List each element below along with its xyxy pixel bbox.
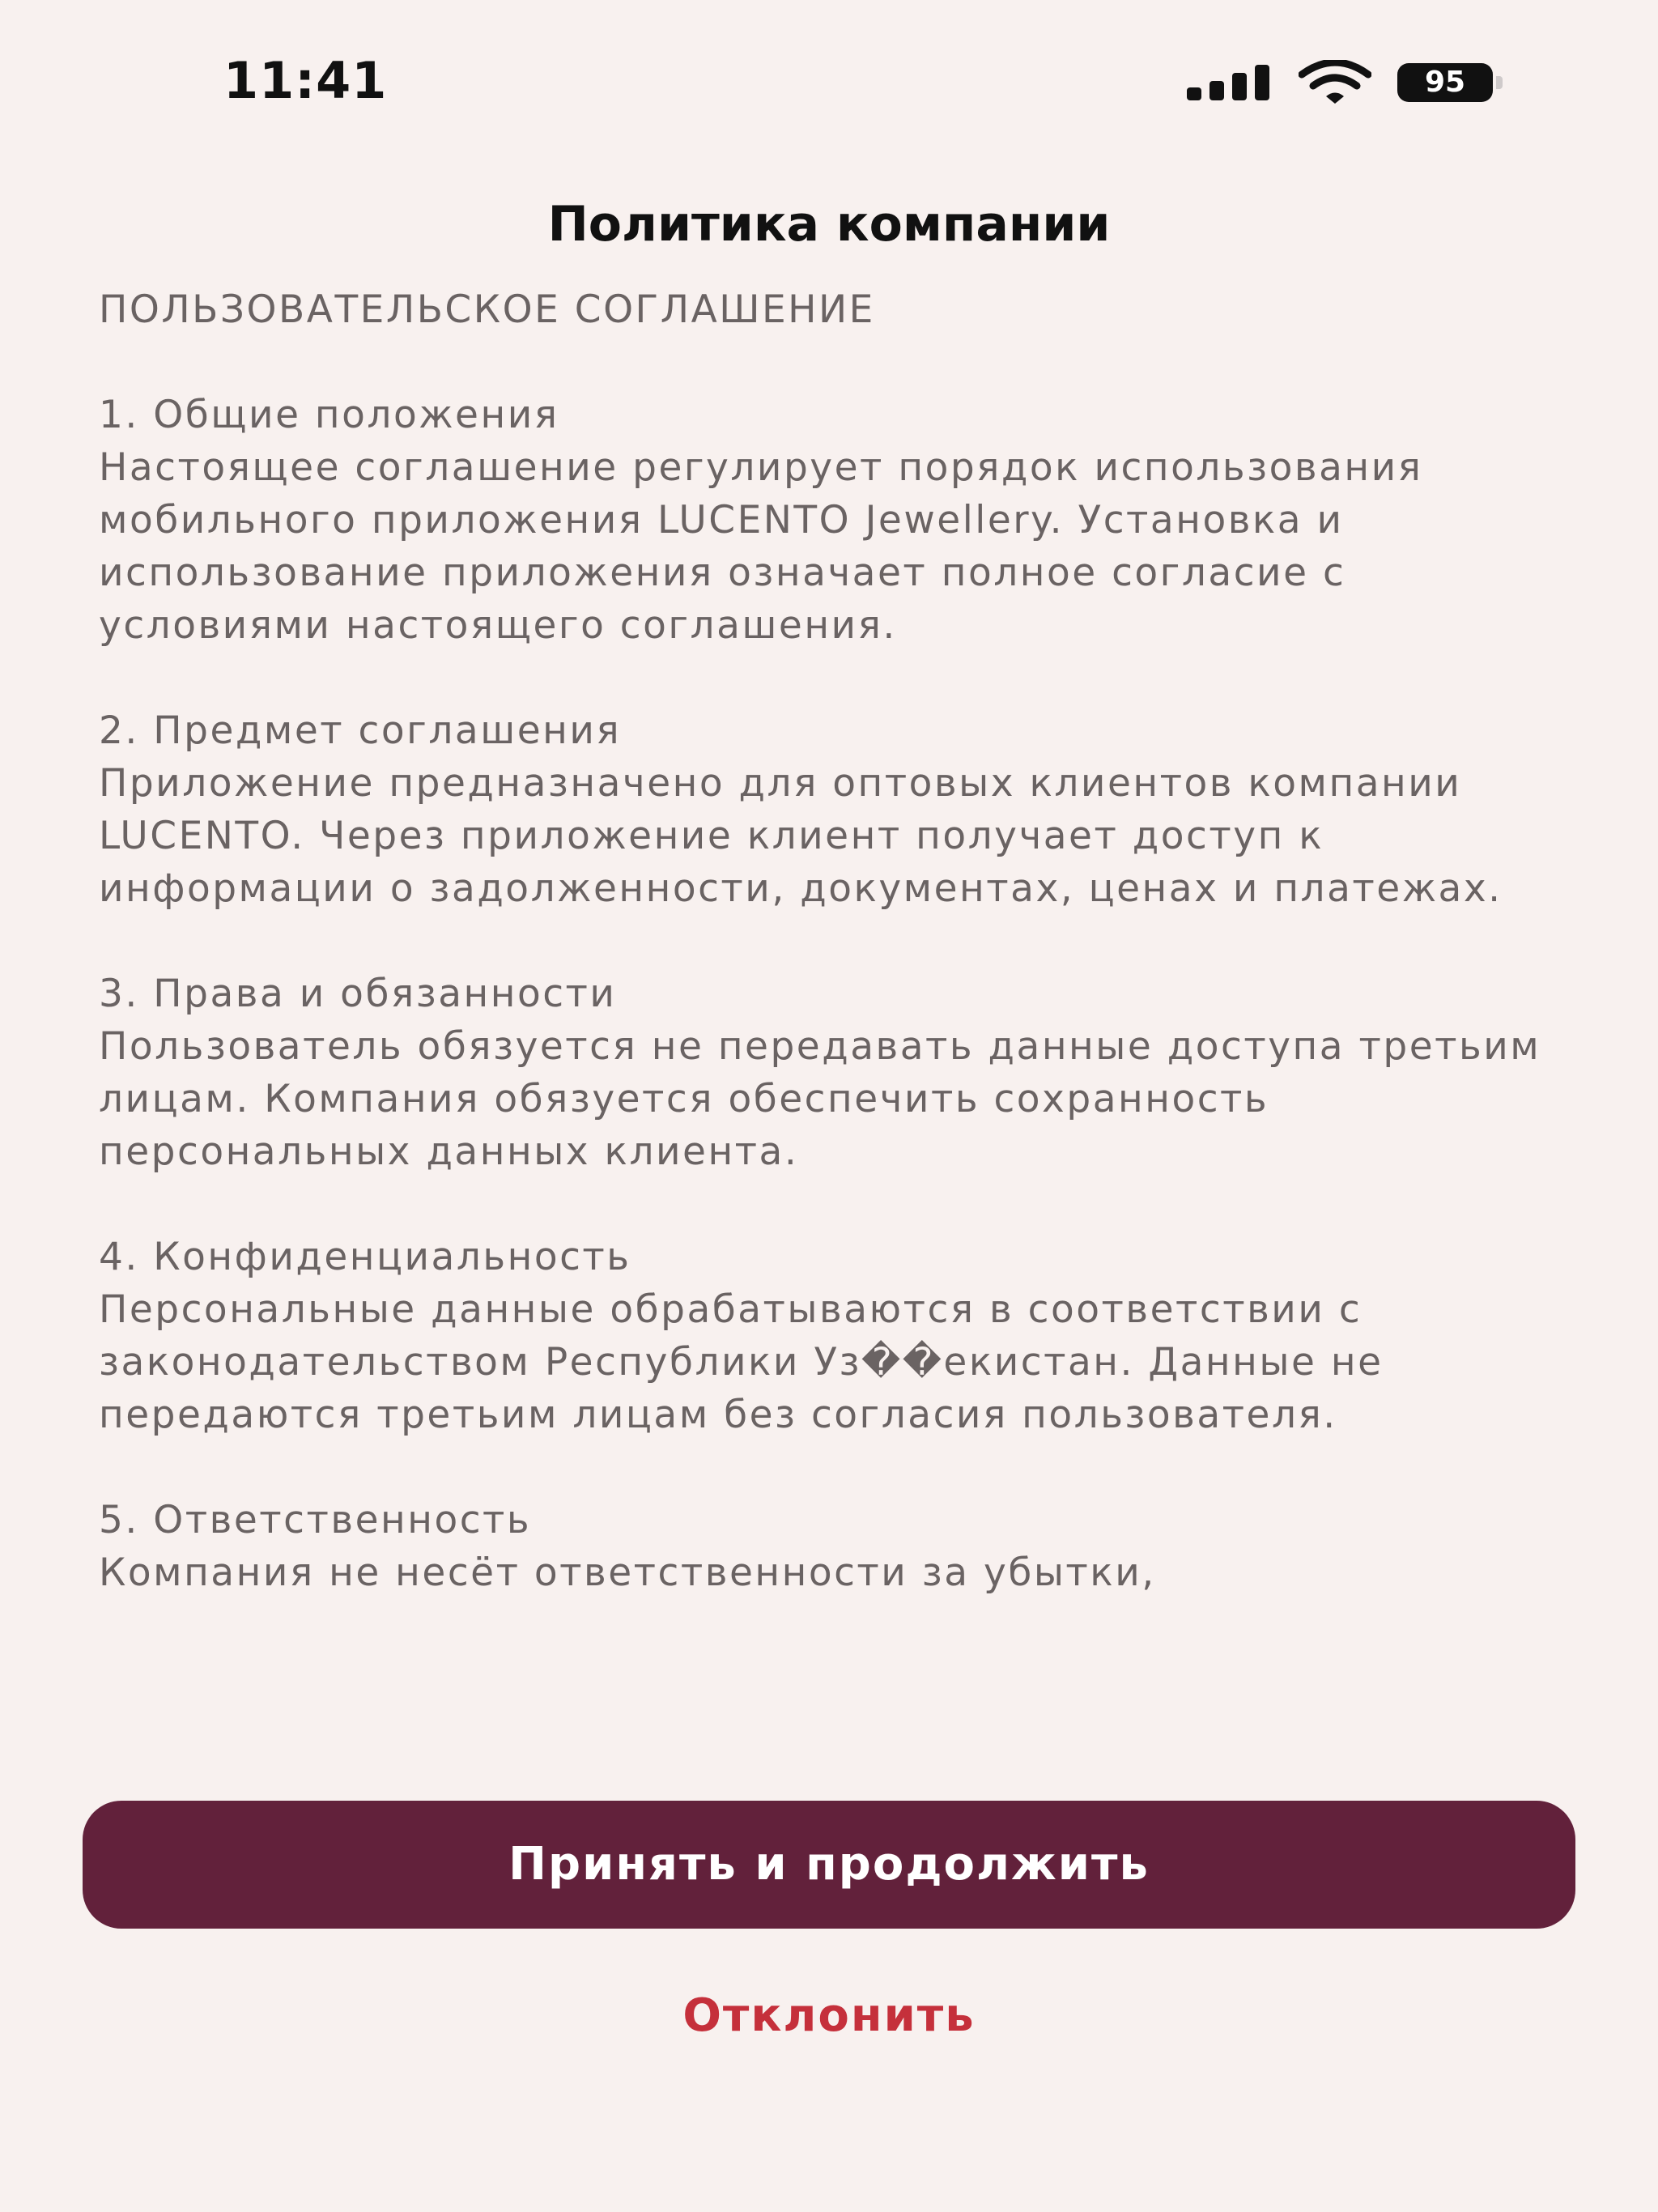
section-body: Настоящее соглашение регулирует порядок использования мобильного приложения LUCENTO Jewellery. Установка и использование приложения означает полное согласие с условиями настоящего соглашения. — [99, 445, 1423, 648]
agreement-section-rights — [99, 968, 1580, 1178]
battery-level: 95 — [1424, 66, 1466, 99]
section-title: 2. Предмет соглашения — [99, 708, 622, 753]
wifi-icon — [1299, 60, 1371, 104]
battery-icon — [1397, 63, 1504, 102]
agreement-section-general — [99, 389, 1580, 652]
accept-continue-button[interactable]: Принять и продолжить — [83, 1801, 1575, 1929]
status-bar — [0, 0, 1658, 162]
agreement-heading: ПОЛЬЗОВАТЕЛЬСКОЕ СОГЛАШЕНИЕ — [99, 287, 875, 332]
section-body: Персональные данные обрабатываются в соответствии с законодательством Республики Уз��екистан. Данные не передаются третьим лицам без согласия пользователя. — [99, 1287, 1384, 1437]
section-title: 4. Конфиденциальность — [99, 1235, 631, 1279]
agreement-section-subject — [99, 704, 1580, 915]
section-title: 1. Общие положения — [99, 393, 559, 437]
cellular-signal-icon — [1187, 65, 1271, 100]
agreement-section-liability — [99, 1494, 1580, 1599]
section-title: 5. Ответственность — [99, 1498, 532, 1542]
agreement-text-scroll[interactable] — [99, 283, 1580, 1794]
status-time: 11:41 — [223, 51, 388, 110]
agreement-section-privacy — [99, 1231, 1580, 1441]
section-body: Приложение предназначено для оптовых клиентов компании LUCENTO. Через приложение клиент получает доступ к информации о задолженности, документах, ценах и платежах. — [99, 761, 1503, 911]
section-body: Компания не несёт ответственности за убытки, — [99, 1551, 1156, 1595]
battery-cap — [1496, 76, 1503, 89]
decline-button[interactable]: Отклонить — [682, 1989, 976, 2042]
section-title: 3. Права и обязанности — [99, 972, 617, 1016]
section-body: Пользователь обязуется не передавать данные доступа третьим лицам. Компания обязуется обеспечить сохранность персональных данных клиента. — [99, 1024, 1541, 1174]
page-title: Политика компании — [547, 196, 1111, 253]
